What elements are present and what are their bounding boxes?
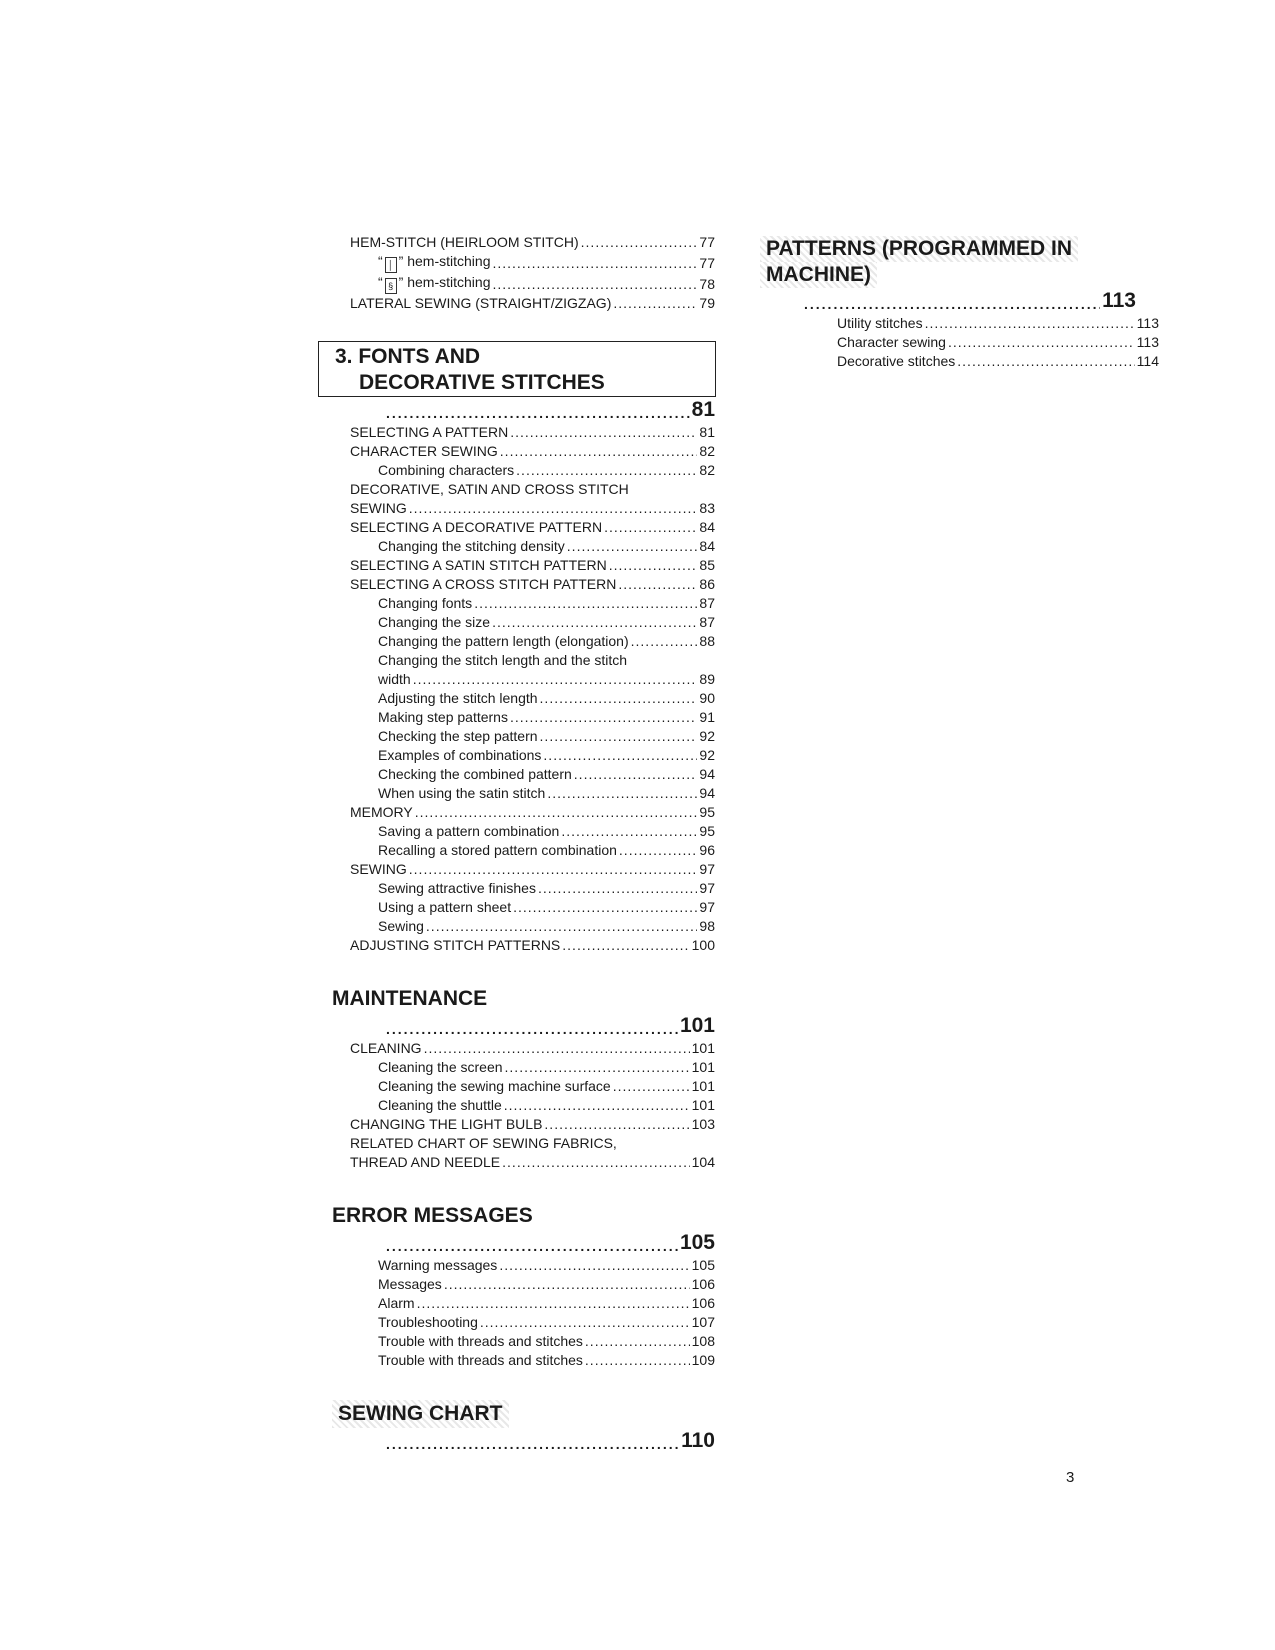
dot-leader bbox=[386, 1019, 678, 1039]
toc-entry[interactable]: Cleaning the screen ..... 101 bbox=[350, 1058, 715, 1077]
toc-entry[interactable]: CHANGING THE LIGHT BULB ..... 103 bbox=[350, 1115, 715, 1134]
dot-leader bbox=[804, 294, 1100, 314]
toc-entry[interactable]: Changing the stitching density ..... 84 bbox=[350, 537, 715, 556]
dot-leader bbox=[386, 403, 690, 423]
toc-entry[interactable]: Warning messages ..... 105 bbox=[350, 1256, 715, 1275]
hem-stitch-b-icon: § bbox=[385, 278, 397, 294]
toc-entry[interactable]: Saving a pattern combination ..... 95 bbox=[350, 822, 715, 841]
section-title-fonts: 3. FONTS AND DECORATIVE STITCHES bbox=[318, 341, 716, 397]
toc-right-column bbox=[760, 236, 1170, 371]
toc-entry[interactable]: Alarm ..... 106 bbox=[350, 1294, 715, 1313]
toc-entry-hem-stitching-a[interactable]: “ │ ” hem-stitching ..... 77 bbox=[350, 252, 715, 273]
toc-entry[interactable]: SELECTING A DECORATIVE PATTERN ..... 84 bbox=[350, 518, 715, 537]
section-page-patterns[interactable]: ..... 113 bbox=[804, 288, 1136, 314]
toc-entry[interactable]: Checking the step pattern ..... 92 bbox=[350, 727, 715, 746]
dot-leader bbox=[386, 1236, 678, 1256]
toc-entry[interactable]: When using the satin stitch ..... 94 bbox=[350, 784, 715, 803]
dot-leader bbox=[492, 275, 697, 294]
toc-entry[interactable]: SEWING ..... 97 bbox=[350, 860, 715, 879]
toc-entry[interactable]: Sewing attractive finishes ..... 97 bbox=[350, 879, 715, 898]
toc-entry[interactable]: Changing the stitch length and the stitch width ..... 89 bbox=[350, 651, 715, 689]
toc-entry[interactable]: Changing the size ..... 87 bbox=[350, 613, 715, 632]
section-page-fonts[interactable]: ..... 81 bbox=[386, 397, 715, 423]
toc-entry[interactable]: CHARACTER SEWING ..... 82 bbox=[350, 442, 715, 461]
toc-entry[interactable]: SELECTING A PATTERN ..... 81 bbox=[350, 423, 715, 442]
toc-entry-hem-stitching-b[interactable]: “ § ” hem-stitching ..... 78 bbox=[350, 273, 715, 294]
toc-entry[interactable]: Recalling a stored pattern combination ..... 96 bbox=[350, 841, 715, 860]
dot-leader bbox=[613, 294, 697, 313]
toc-entry-hem-stitch[interactable]: HEM-STITCH (HEIRLOOM STITCH) ..... 77 bbox=[350, 233, 715, 252]
section-title-error-messages: ERROR MESSAGES bbox=[332, 1204, 533, 1227]
toc-entry[interactable]: RELATED CHART OF SEWING FABRICS, THREAD AND NEEDLE ..... 104 bbox=[350, 1134, 715, 1172]
toc-entry[interactable]: Decorative stitches ..... 114 bbox=[837, 352, 1159, 371]
toc-entry-lateral-sewing[interactable]: LATERAL SEWING (STRAIGHT/ZIGZAG) ..... 79 bbox=[350, 294, 715, 313]
section-page-sewing-chart[interactable]: ..... 110 bbox=[386, 1428, 715, 1454]
toc-entry[interactable]: Combining characters ..... 82 bbox=[350, 461, 715, 480]
dot-leader bbox=[581, 233, 698, 252]
toc-entry[interactable]: Character sewing ..... 113 bbox=[837, 333, 1159, 352]
toc-entry[interactable]: Adjusting the stitch length ..... 90 bbox=[350, 689, 715, 708]
toc-entry[interactable]: Utility stitches ..... 113 bbox=[837, 314, 1159, 333]
section-page-maintenance[interactable]: ..... 101 bbox=[386, 1013, 715, 1039]
dot-leader bbox=[386, 1434, 679, 1454]
toc-entry[interactable]: Trouble with threads and stitches ..... 108 bbox=[350, 1332, 715, 1351]
page-number: 3 bbox=[1066, 1469, 1075, 1486]
toc-entry[interactable]: Changing the pattern length (elongation) ..... 88 bbox=[350, 632, 715, 651]
section-title-sewing-chart: SEWING CHART bbox=[332, 1400, 715, 1428]
section-title-maintenance: MAINTENANCE bbox=[332, 987, 488, 1010]
toc-entry[interactable]: Messages ..... 106 bbox=[350, 1275, 715, 1294]
toc-entry[interactable]: Sewing ..... 98 bbox=[350, 917, 715, 936]
toc-entry[interactable]: Cleaning the sewing machine surface ..... 101 bbox=[350, 1077, 715, 1096]
toc-left-column bbox=[332, 233, 715, 1454]
toc-entry[interactable]: DECORATIVE, SATIN AND CROSS STITCH SEWING ..... 83 bbox=[350, 480, 715, 518]
hem-stitch-a-icon: │ bbox=[385, 257, 397, 273]
toc-entry[interactable]: SELECTING A SATIN STITCH PATTERN ..... 85 bbox=[350, 556, 715, 575]
toc-entry[interactable]: Cleaning the shuttle ..... 101 bbox=[350, 1096, 715, 1115]
toc-entry[interactable]: SELECTING A CROSS STITCH PATTERN ..... 86 bbox=[350, 575, 715, 594]
toc-entry[interactable]: Changing fonts ..... 87 bbox=[350, 594, 715, 613]
toc-entry[interactable]: ADJUSTING STITCH PATTERNS ..... 100 bbox=[350, 936, 715, 955]
toc-entry[interactable]: Troubleshooting ..... 107 bbox=[350, 1313, 715, 1332]
section-title-patterns: PATTERNS (PROGRAMMED IN MACHINE) bbox=[760, 236, 1118, 288]
toc-entry[interactable]: MEMORY ..... 95 bbox=[350, 803, 715, 822]
toc-entry[interactable]: Checking the combined pattern ..... 94 bbox=[350, 765, 715, 784]
toc-entry[interactable]: Making step patterns ..... 91 bbox=[350, 708, 715, 727]
section-page-error-messages[interactable]: ..... 105 bbox=[386, 1230, 715, 1256]
dot-leader bbox=[492, 254, 697, 273]
toc-entry[interactable]: CLEANING ..... 101 bbox=[350, 1039, 715, 1058]
toc-entry[interactable]: Examples of combinations ..... 92 bbox=[350, 746, 715, 765]
toc-entry[interactable]: Trouble with threads and stitches ..... 109 bbox=[350, 1351, 715, 1370]
toc-entry[interactable]: Using a pattern sheet ..... 97 bbox=[350, 898, 715, 917]
